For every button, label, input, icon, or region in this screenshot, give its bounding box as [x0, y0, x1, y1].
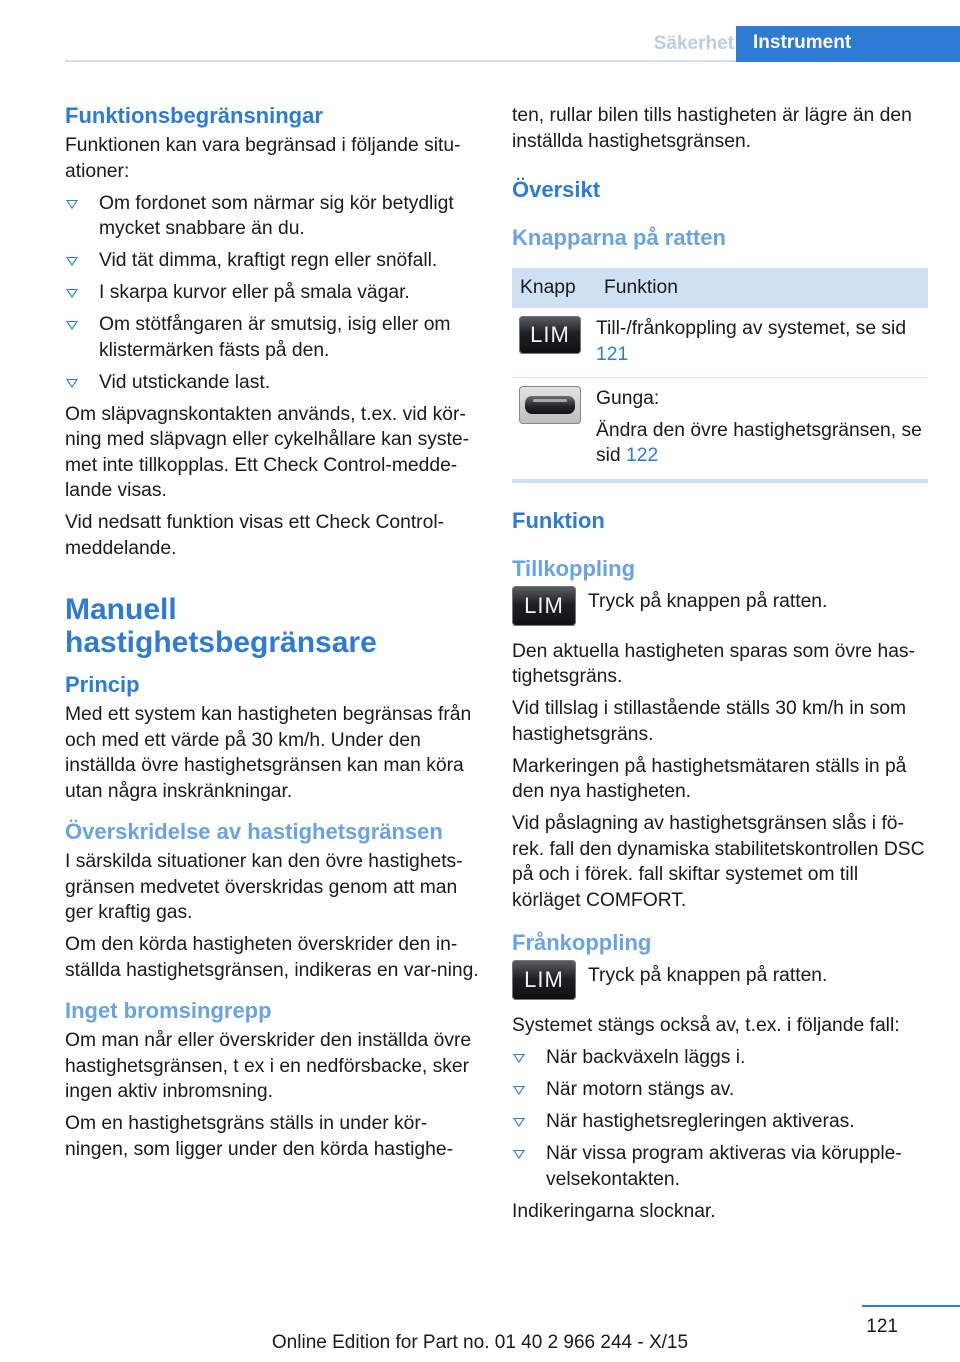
paragraph: Funktionen kan vara begränsad i följande situ-ationer:	[65, 135, 461, 182]
list-item: När hastighetsregleringen aktiveras.	[512, 1109, 928, 1135]
paragraph: Om släpvagnskontakten används, t.ex. vid kör-ning med släpvagn eller cykelhållare kan syste-met inte tillkopplas. Ett Check Control-medde-lande visas.	[65, 403, 470, 501]
paragraph: Systemet stängs också av, t.ex. i följande fall:	[512, 1015, 900, 1036]
tillkoppling-instruction: LIM Tryck på knappen på ratten.	[512, 589, 928, 631]
bullet-triangle-icon	[66, 379, 78, 388]
right-column	[512, 103, 928, 1231]
paragraph: Vid påslagning av hastighetsgränsen slås i fö-rek. fall den dynamiska stabilitetskontrollen DSC på och i förek. fall skiftar systemet om till körläget COMFORT.	[512, 813, 925, 911]
table-header-funktion: Funktion	[596, 268, 928, 308]
page-link[interactable]: 122	[626, 445, 659, 466]
bullet-triangle-icon	[513, 1150, 525, 1159]
table-cell: Gunga: Ändra den övre hastighetsgränsen, se sid 122	[596, 378, 928, 481]
lim-button-icon: LIM	[512, 960, 576, 1000]
heading-oversikt: Översikt	[512, 177, 601, 202]
paragraph: Om man når eller överskrider den inställda övre hastighetsgränsen, t ex i en nedförsbacke, sker ingen aktiv inbromsning.	[65, 1030, 472, 1102]
paragraph: Vid tillslag i stillastående ställs 30 km/h in som hastighetsgräns.	[512, 698, 907, 745]
heading-princip: Princip	[65, 672, 140, 697]
heading-knapparna: Knapparna på ratten	[512, 225, 726, 250]
paragraph: ten, rullar bilen tills hastigheten är lägre än den inställda hastighetsgränsen.	[512, 105, 912, 152]
page-number: 121	[866, 1316, 898, 1337]
footer-rule	[862, 1305, 960, 1307]
list-item: När motorn stängs av.	[512, 1077, 928, 1103]
heading-funktionsbegransningar: Funktionsbegränsningar	[65, 103, 323, 128]
lim-button-icon: LIM	[512, 586, 576, 626]
header-current-tab[interactable]: Instrument	[736, 26, 960, 62]
limitations-list	[65, 191, 481, 396]
frankoppling-instruction: LIM Tryck på knappen på ratten.	[512, 963, 928, 1005]
frankoppling-list	[512, 1045, 928, 1192]
bullet-triangle-icon	[66, 257, 78, 266]
list-item: Om stötfångaren är smutsig, isig eller om klistermärken fästs på den.	[65, 312, 481, 363]
heading-manuell-hastighetsbegransare: Manuell hastighetsbegränsare	[65, 593, 377, 659]
heading-funktion: Funktion	[512, 507, 605, 533]
list-item: I skarpa kurvor eller på smala vägar.	[65, 280, 481, 306]
heading-overskridelse: Överskridelse av hastighetsgränsen	[65, 819, 443, 844]
table-row	[512, 308, 928, 378]
bullet-triangle-icon	[66, 289, 78, 298]
list-item: Om fordonet som närmar sig kör betydligt mycket snabbare än du.	[65, 191, 481, 242]
lim-button-icon: LIM	[519, 316, 581, 354]
paragraph: Om den körda hastigheten överskrider den in-ställda hastighetsgränsen, indikeras en var-ning.	[65, 934, 479, 981]
page-link[interactable]: 121	[596, 343, 629, 365]
paragraph: Om en hastighetsgräns ställs in under kör-ningen, som ligger under den körda hastighe-	[65, 1113, 454, 1160]
bullet-triangle-icon	[513, 1054, 525, 1063]
bullet-triangle-icon	[66, 321, 78, 330]
left-column	[65, 102, 481, 1169]
edition-footer: Online Edition for Part no. 01 40 2 966 244 - X/15	[271, 1332, 689, 1353]
list-item: Vid utstickande last.	[65, 370, 481, 396]
paragraph: I särskilda situationer kan den övre hastighets-gränsen medvetet överskridas genom att man ger kraftig gas.	[65, 851, 463, 923]
table-row	[512, 378, 928, 481]
paragraph: Med ett system kan hastigheten begränsas från och med ett värde på 30 km/h. Under den inställda övre hastighetsgränsen kan man köra utan några inskränkningar.	[65, 704, 472, 802]
list-item: När backväxeln läggs i.	[512, 1045, 928, 1071]
paragraph: Indikeringarna slocknar.	[512, 1200, 716, 1222]
bullet-triangle-icon	[513, 1118, 525, 1127]
bullet-triangle-icon	[66, 200, 78, 209]
paragraph: Den aktuella hastigheten sparas som övre has-tighetsgräns.	[512, 640, 915, 687]
table-header-knapp: Knapp	[512, 268, 596, 308]
list-item: Vid tät dimma, kraftigt regn eller snöfall.	[65, 248, 481, 274]
buttons-table	[512, 268, 928, 483]
heading-tillkoppling: Tillkoppling	[512, 555, 636, 581]
header-section-tab[interactable]: Säkerhet	[653, 33, 734, 54]
rocker-switch-icon	[519, 386, 581, 424]
bullet-triangle-icon	[513, 1086, 525, 1095]
heading-inget-bromsingrepp: Inget bromsingrepp	[65, 998, 272, 1023]
table-cell: Till-/frånkoppling av systemet, se sid 121	[596, 308, 928, 378]
heading-frankoppling: Frånkoppling	[512, 930, 652, 955]
paragraph: Vid nedsatt funktion visas ett Check Control-meddelande.	[65, 512, 445, 559]
list-item: När vissa program aktiveras via körupple-velsekontakten.	[512, 1141, 928, 1192]
paragraph: Markeringen på hastighetsmätaren ställs in på den nya hastigheten.	[512, 755, 907, 802]
